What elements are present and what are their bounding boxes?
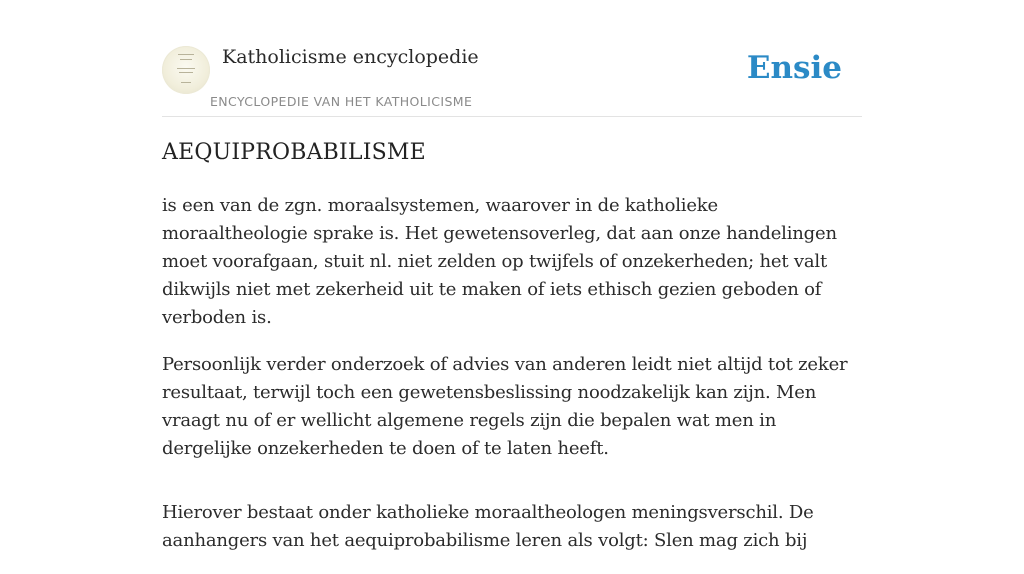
- article-paragraph: Hierover bestaat onder katholieke moraaltheologen meningsverschil. De aanhangers van het aequiprobabilisme leren als volgt: Slen mag zich bij: [162, 502, 814, 551]
- article-title: AEQUIPROBABILISME: [162, 140, 426, 165]
- article-paragraph: is een van de zgn. moraalsystemen, waarover in de katholieke moraaltheologie sprake is. Het gewetensoverleg, dat aan onze handelingen moet voorafgaan, stuit nl. niet zelden op twijfels of onzekerheden; het valt dikwijls niet met zekerheid uit te maken of iets ethisch gezien geboden of verboden is.: [162, 195, 837, 328]
- article: [162, 140, 862, 574]
- book-cover-line: [180, 59, 192, 60]
- book-cover-line: [181, 82, 191, 83]
- book-cover-line: [178, 54, 194, 55]
- book-cover-icon[interactable]: [162, 46, 210, 94]
- book-cover-line: [177, 68, 195, 69]
- article-paragraph: Persoonlijk verder onderzoek of advies van anderen leidt niet altijd tot zeker resultaat, terwijl toch een gewetensbeslissing noodzakelijk kan zijn. Men vraagt nu of er wellicht algemene regels zijn die bepalen wat men in dergelijke onzekerheden te doen of te laten heeft.: [162, 354, 848, 459]
- book-cover-line: [179, 72, 193, 73]
- site-subtitle: ENCYCLOPEDIE VAN HET KATHOLICISME: [210, 94, 473, 109]
- site-header: [162, 40, 862, 117]
- site-title[interactable]: Katholicisme encyclopedie: [222, 46, 479, 68]
- ensie-logo[interactable]: Ensie: [746, 50, 842, 86]
